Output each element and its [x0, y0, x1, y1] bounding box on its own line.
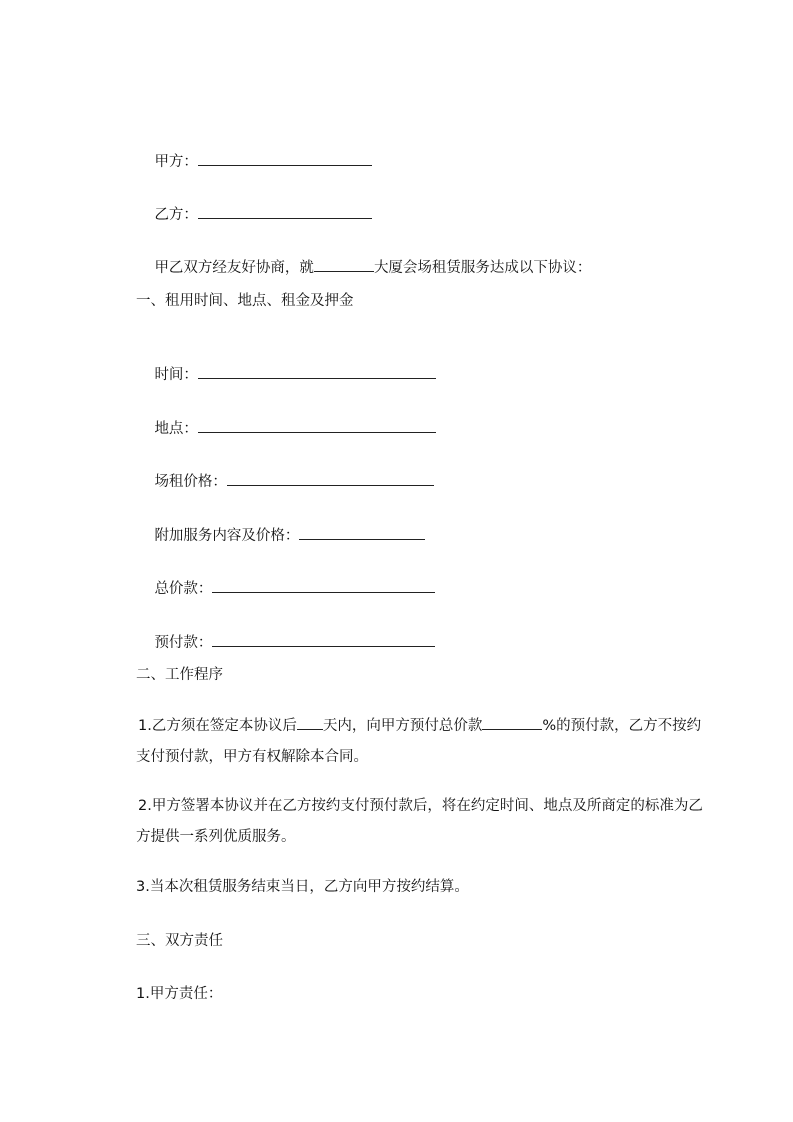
prepay-label: 预付款： [154, 635, 213, 651]
total-blank [212, 578, 435, 593]
extra-label: 附加服务内容及价格： [154, 528, 300, 544]
time-label: 时间： [154, 367, 198, 383]
intro-before: 甲乙双方经友好协商，就 [154, 260, 314, 276]
rent-blank [227, 471, 434, 486]
item-2-1-part-b: 天内，向甲方预付总价款 [322, 718, 483, 734]
party-a-blank [198, 151, 372, 166]
percent-blank [482, 715, 542, 730]
total-field-line [136, 558, 435, 619]
section1-title: 一、租用时间、地点、租金及押金 [136, 293, 354, 309]
item-2-1-part-a: 1.乙方须在签定本协议后 [138, 718, 297, 734]
item-2-1-part-c: %的预付款，乙方不按约支付预付款，甲方有权解除本合同。 [136, 718, 702, 765]
party-a-line [136, 131, 372, 192]
intro-after: 大厦会场租赁服务达成以下协议： [373, 260, 592, 276]
section3-title: 三、双方责任 [136, 933, 223, 949]
extra-field-line [136, 505, 425, 566]
party-b-label: 乙方： [154, 207, 198, 223]
place-blank [198, 418, 436, 433]
place-field-line [136, 398, 436, 459]
extra-blank [299, 525, 425, 540]
days-blank [297, 715, 323, 730]
time-blank [198, 364, 436, 379]
place-label: 地点： [154, 421, 198, 437]
prepay-blank [212, 632, 435, 647]
item-2-2-text: 2.甲方签署本协议并在乙方按约支付预付款后，将在约定时间、地点及所商定的标准为乙方提供一系列优质服务。 [136, 798, 703, 845]
prepay-field-line [136, 612, 435, 673]
time-field-line [136, 344, 436, 405]
item-2-2 [136, 791, 704, 853]
section2-title: 二、工作程序 [136, 667, 223, 683]
item-3-1: 1.甲方责任： [136, 986, 223, 1002]
rent-label: 场租价格： [154, 474, 227, 490]
intro-line [136, 237, 591, 298]
party-b-blank [198, 204, 372, 219]
item-2-1 [136, 711, 704, 773]
item-2-3: 3.当本次租赁服务结束当日，乙方向甲方按约结算。 [136, 879, 469, 895]
rent-field-line [136, 451, 434, 512]
party-a-label: 甲方： [154, 154, 198, 170]
total-label: 总价款： [154, 581, 213, 597]
party-b-line [136, 184, 372, 245]
building-blank [314, 257, 374, 272]
